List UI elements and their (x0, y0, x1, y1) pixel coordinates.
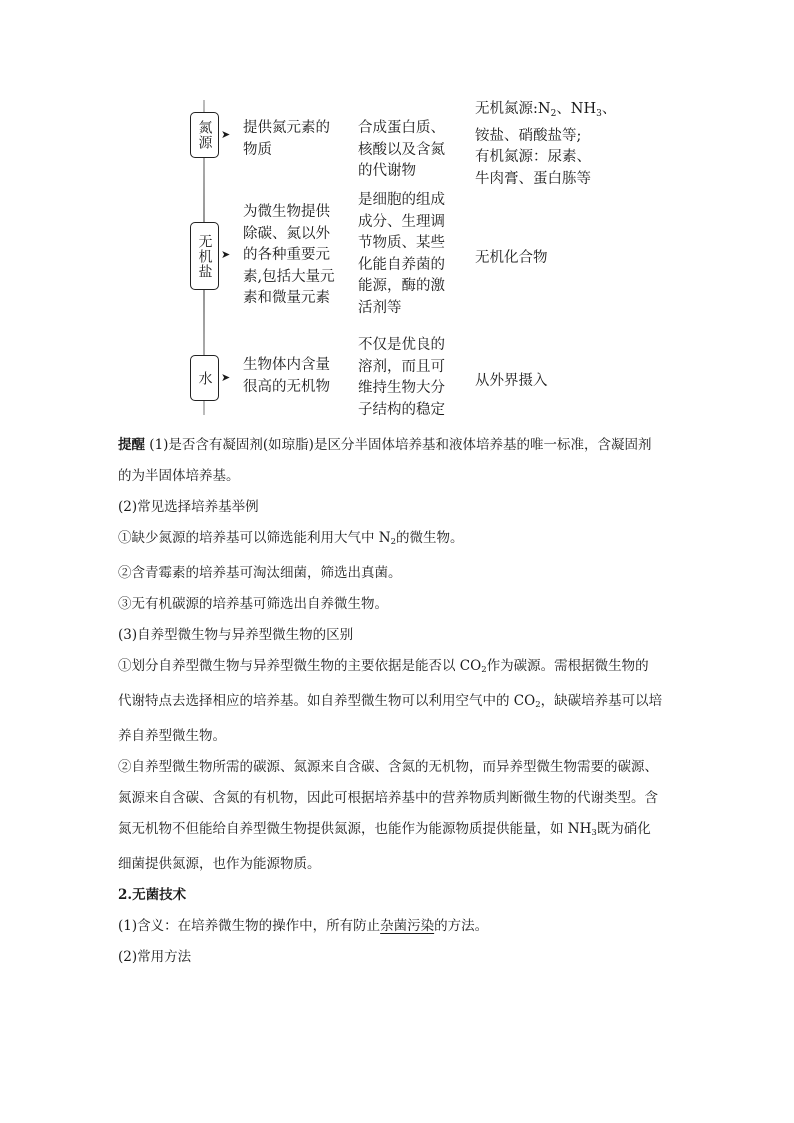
difference-heading: (3)自养型微生物与异养型微生物的区别 (118, 627, 354, 643)
source-nitrogen: 无机氮源$:N_2$、$NH_3$、 铵盐、硝酸盐等; 有机氮源：尿素、 牛肉膏、蛋白胨等 (475, 101, 617, 187)
example-2: ②含青霉素的培养基可淘汰细菌，筛选出真菌。 (118, 565, 402, 581)
label-water: 水 (196, 370, 213, 386)
label-box-water (190, 355, 219, 401)
difference-point-1: ①划分自养型微生物与异养型微生物的主要依据是能否以 CO2作为碳源。需根据微生物的 (118, 658, 649, 675)
selective-medium-heading: (2)常见选择培养基举例 (118, 499, 259, 515)
label-inorganic-salt: 无机盐 (196, 233, 213, 279)
use-nitrogen: 合成蛋白质、 核酸以及含氮 的代谢物 (358, 120, 445, 179)
label-nitrogen: 氮源 (196, 120, 213, 150)
example-1: ①缺少氮源的培养基可以筛选能利用大气中 N2的微生物。 (118, 530, 464, 547)
label-box-inorganic-salt (190, 222, 219, 290)
methods-heading: (2)常用方法 (118, 949, 192, 965)
nutrient-diagram (0, 0, 794, 425)
source-water: 从外界摄入 (475, 373, 548, 389)
function-water: 生物体内含量 很高的无机物 (243, 357, 330, 395)
reminder-paragraph: 提醒 (1)是否含有凝固剂(如琼脂)是区分半固体培养基和液体培养基的唯一标准，含凝固剂 (118, 437, 652, 453)
arrow-icon: ➤ (221, 128, 231, 141)
difference-point-2: ②自养型微生物所需的碳源、氮源来自含碳、含氮的无机物，而异养型微生物需要的碳源、 (118, 759, 658, 775)
section-2-title: 2.无菌技术 (118, 887, 187, 903)
function-nitrogen: 提供氮元素的 物质 (243, 120, 330, 158)
definition-paragraph: (1)含义：在培养微生物的操作中，所有防止杂菌污染的方法。 (118, 918, 489, 934)
example-3: ③无有机碳源的培养基可筛选出自养微生物。 (118, 596, 388, 612)
use-water: 不仅是优良的 溶剂，而且可 维持生物大分 子结构的稳定 (358, 337, 445, 418)
notes-text: 提醒 (1)是否含有凝固剂(如琼脂)是区分半固体培养基和液体培养基的唯一标准，含凝固剂 的为半固体培养基。 (2)常见选择培养基举例 ①缺少氮源的培养基可以筛选能利用大气中 N2的微生物。 ②含青霉素的培养基可淘汰细菌，筛选出真菌。 ③无有机碳源的培养基可筛选出自养微生物。 (3)自养型微生物与异养型微生物的区别 ①划分自养型微生物与异养型微生物的主要依据是能否以 CO2作为碳源。需根据微生物的 代谢特点去选择相应的培养基。如自养型微生物可以利用空气中的 CO2，缺碳培养基可以培 养自养型微生物。 ②自养型微生物所需的碳源、氮源来自含碳、含氮的无机物，而异养型微生物需要的碳源、 氮源来自含碳、含氮的有机物，因此可根据培养基中的营养物质判断微生物的代谢类型。含 氮无机物不但能给自养型微生物提供氮源，也能作为能源物质提供能量，如 NH3既为硝化 细菌提供氮源，也作为能源物质。 2.无菌技术 (1)含义：在培养微生物的操作中，所有防止杂菌污染的方法。 (2)常用方法 (118, 430, 678, 973)
function-inorganic-salt: 为微生物提供 除碳、氮以外 的各种重要元 素,包括大量元 素和微量元素 (243, 204, 335, 306)
label-box-nitrogen (190, 112, 219, 158)
use-inorganic-salt: 是细胞的组成 成分、生理调 节物质、某些 化能自养菌的 能源，酶的激 活剂等 (358, 192, 445, 316)
arrow-icon: ➤ (221, 248, 231, 261)
source-inorganic-salt: 无机化合物 (475, 250, 548, 266)
arrow-icon: ➤ (221, 371, 231, 384)
